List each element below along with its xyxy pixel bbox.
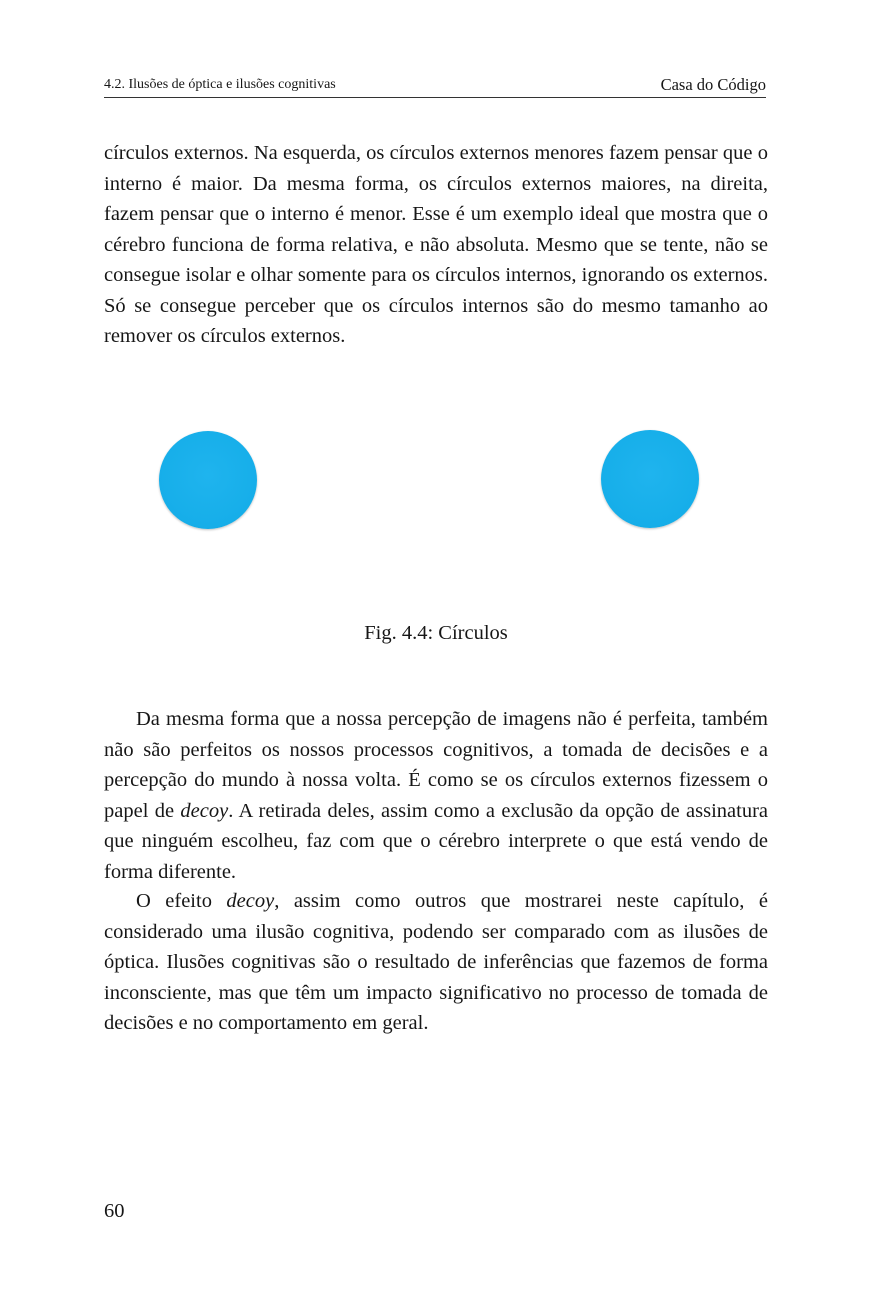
figure-circles [104, 410, 768, 600]
running-header [104, 75, 766, 98]
figure-caption: Fig. 4.4: Círculos [364, 622, 508, 644]
paragraph-2 [104, 704, 768, 887]
left-inner-circle [159, 431, 257, 529]
page-number: 60 [104, 1200, 125, 1222]
section-title: 4.2. Ilusões de óptica e ilusões cognitivas [104, 77, 336, 92]
paragraph-3-text-a: O efeito [136, 890, 227, 912]
paragraph-1: círculos externos. Na esquerda, os círculos externos menores fazem pensar que o interno é maior. Da mesma forma, os círculos externos maiores, na direita, fazem pensar que o interno é menor. Esse é um exemplo ideal que mostra que o cérebro funciona de forma relativa, e não absoluta. Mesmo que se tente, não se consegue isolar e olhar somente para os círculos internos, ignorando os externos. Só se consegue perceber que os círculos internos são do mesmo tamanho ao remover os círculos externos. [104, 142, 768, 347]
paragraph-3 [104, 886, 768, 1039]
book-publisher: Casa do Código [660, 75, 766, 94]
paragraph-2-emphasis: decoy [180, 799, 229, 822]
paragraph-2-text-b: . A retirada deles, assim como a exclusão da opção de assinatura que ninguém escolheu, faz com que o cérebro interprete o que está vendo de forma diferente. [104, 799, 768, 883]
paragraph-3-emphasis: decoy [226, 890, 275, 912]
paragraph-3-text-b: , assim como outros que mostrarei neste capítulo, é considerado uma ilusão cognitiva, podendo ser comparado com as ilusões de óptica. Ilusões cognitivas são o resultado de inferências que fazemos de forma inconsciente, mas que têm um impacto significativo no processo de tomada de decisões e no comportamento em geral. [104, 890, 768, 1034]
right-inner-circle [601, 430, 699, 528]
paragraph-2-text-a: Da mesma forma que a nossa percepção de imagens não é perfeita, também não são perfeitos os nossos processos cognitivos, a tomada de decisões e a percepção do mundo à nossa volta. É como se os círculos externos fizessem o papel de [104, 708, 768, 822]
